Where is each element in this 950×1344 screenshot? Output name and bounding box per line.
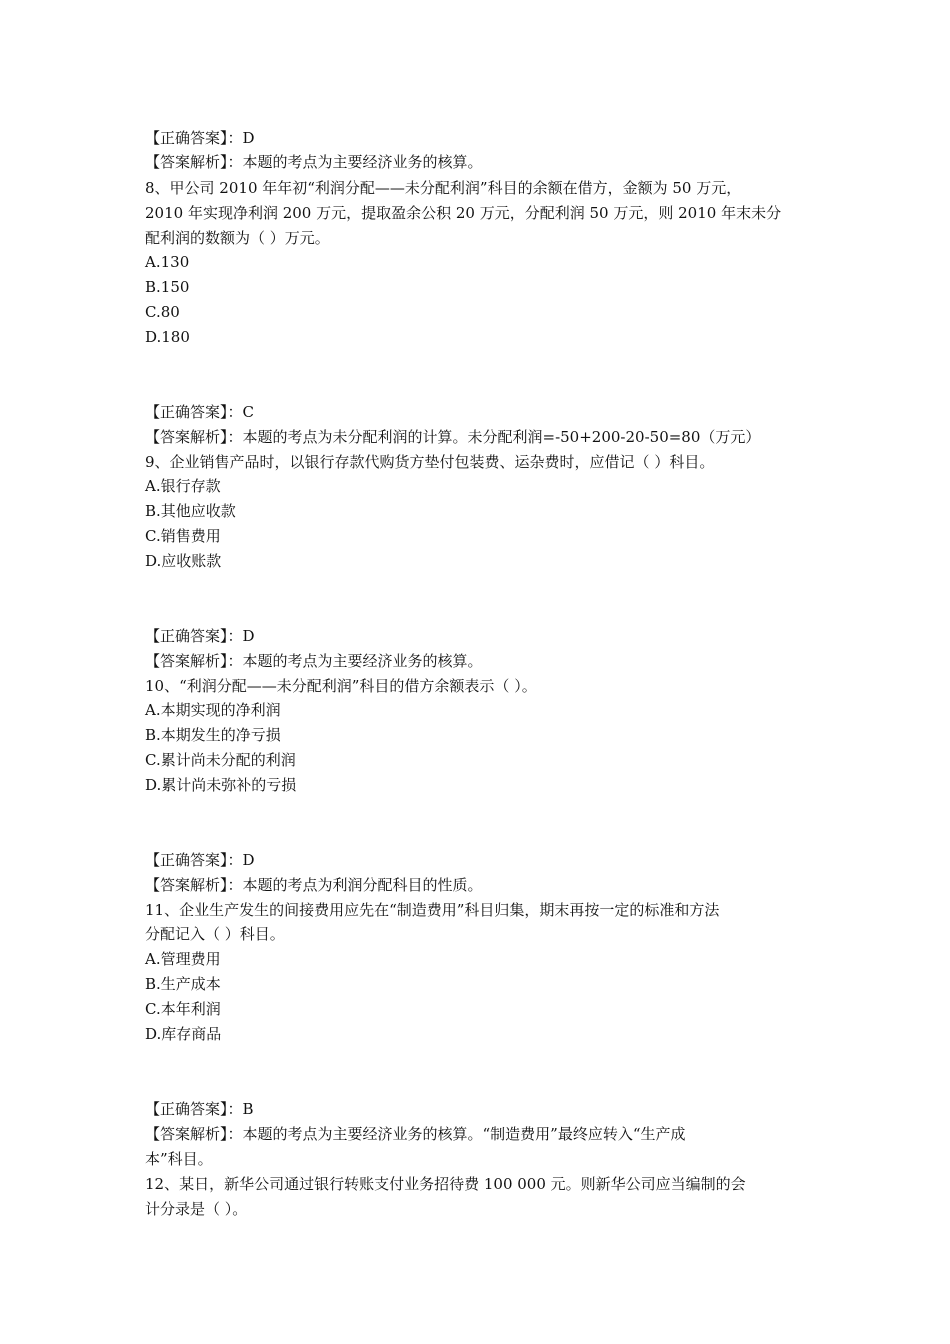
correct-answer: 【正确答案】：D (145, 627, 255, 645)
option-a: A.130 (145, 253, 190, 271)
question-11-text: 分配记入（ ）科目。 (145, 925, 285, 943)
option-a: A.银行存款 (145, 477, 221, 495)
option-c: C.销售费用 (145, 527, 221, 545)
answer-analysis: 【答案解析】：本题的考点为利润分配科目的性质。 (145, 876, 483, 894)
option-d: D.库存商品 (145, 1025, 222, 1043)
question-8-text: 配利润的数额为（ ）万元。 (145, 229, 330, 247)
option-b: B.150 (145, 278, 190, 296)
answer-analysis: 本”科目。 (145, 1150, 213, 1168)
answer-analysis: 【答案解析】：本题的考点为未分配利润的计算。未分配利润=-50+200-20-50=80（万元） (145, 428, 761, 446)
option-b: B.本期发生的净亏损 (145, 726, 281, 744)
correct-answer: 【正确答案】：D (145, 851, 255, 869)
option-a: A.管理费用 (145, 950, 221, 968)
answer-analysis: 【答案解析】：本题的考点为主要经济业务的核算。 (145, 153, 483, 171)
option-d: D.应收账款 (145, 552, 222, 570)
option-c: C.80 (145, 303, 180, 321)
option-a: A.本期实现的净利润 (145, 701, 281, 719)
question-10-text: 10、“利润分配——未分配利润”科目的借方余额表示（ ）。 (145, 677, 537, 695)
question-8-text: 8、甲公司 2010 年年初“利润分配——未分配利润”科目的余额在借方，金额为 50 万元， (145, 179, 742, 197)
option-d: D.180 (145, 328, 190, 346)
question-9-text: 9、企业销售产品时，以银行存款代购货方垫付包装费、运杂费时，应借记（ ）科目。 (145, 453, 715, 471)
correct-answer: 【正确答案】：C (145, 403, 254, 421)
question-12-text: 12、某日，新华公司通过银行转账支付业务招待费 100 000 元。则新华公司应当编制的会 (145, 1175, 746, 1193)
option-b: B.生产成本 (145, 975, 221, 993)
question-12-text: 计分录是（ ）。 (145, 1200, 248, 1218)
correct-answer: 【正确答案】：D (145, 129, 255, 147)
option-d: D.累计尚未弥补的亏损 (145, 776, 297, 794)
answer-analysis: 【答案解析】：本题的考点为主要经济业务的核算。 (145, 652, 483, 670)
answer-analysis: 【答案解析】：本题的考点为主要经济业务的核算。“制造费用”最终应转入“生产成 (145, 1125, 686, 1143)
question-8-text: 2010 年实现净利润 200 万元，提取盈余公积 20 万元，分配利润 50 万元，则 2010 年末未分 (145, 204, 782, 222)
option-c: C.本年利润 (145, 1000, 221, 1018)
question-11-text: 11、企业生产发生的间接费用应先在“制造费用”科目归集，期末再按一定的标准和方法 (145, 901, 720, 919)
option-b: B.其他应收款 (145, 502, 236, 520)
option-c: C.累计尚未分配的利润 (145, 751, 296, 769)
correct-answer: 【正确答案】：B (145, 1100, 254, 1118)
